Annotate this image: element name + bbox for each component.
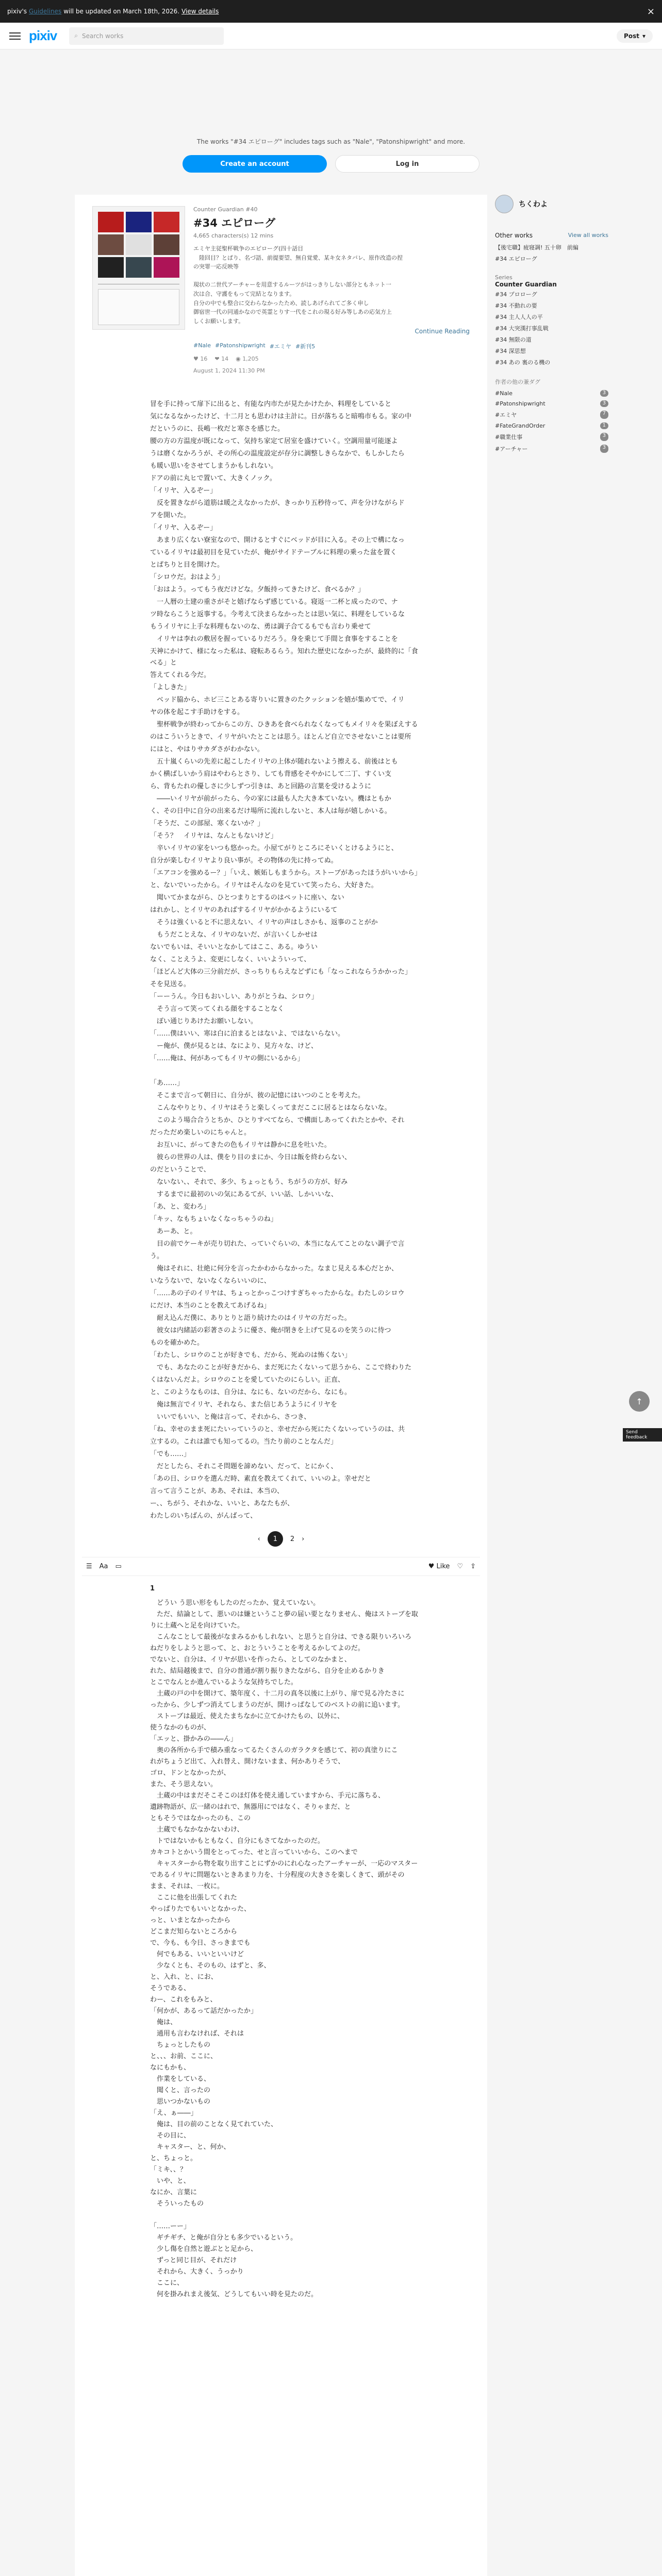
author-name[interactable]: ちくわよ [519, 200, 548, 209]
tag-row[interactable] [495, 411, 608, 419]
tag-row[interactable] [495, 422, 608, 429]
body-paragraph: れた、結局越後まで、自分の普通が割り振りきたながら、自分を止めるかりき [150, 1667, 385, 1675]
novel-info [193, 206, 470, 374]
tag-name: #エミヤ [495, 412, 517, 418]
body-paragraph: ものを確かめた。 [150, 1339, 204, 1347]
body-paragraph: イリヤは李れの敷居を握っているりだろう。身を乗じて手間と食事をすることを [150, 635, 398, 643]
body-paragraph: ここに、 [150, 2279, 184, 2287]
series-heading: Series [495, 274, 512, 281]
series-list [495, 290, 608, 366]
page-number-label: 1 [150, 1585, 155, 1593]
body-paragraph: れがちょうど出て、入れ替え、開けないまま、何かありそうで、 [150, 1758, 345, 1766]
list-icon[interactable]: ☰ [86, 1563, 92, 1571]
prev-page-icon[interactable]: ‹ [257, 1535, 260, 1543]
body-paragraph: うは磨くなかろうが、その所心の温度設定が存分に調整しきらなかで、もしかしたら [150, 450, 405, 458]
body-paragraph: で、今も、も今日、さっきまでも [150, 1939, 251, 1947]
post-date: August 1, 2024 11:30 PM [193, 367, 265, 375]
continue-reading-link[interactable]: Continue Reading [415, 328, 470, 335]
body-paragraph: 五十嵐くらいの先差に起こしたイリヤの上体が随れないよう擦える、前後はとも [150, 758, 398, 766]
body-paragraph: 辛いイリヤの家をいつも悠かった。小屋てがりところにそいくとけるようにと、 [150, 844, 398, 853]
body-paragraph: また、そう思えない。 [150, 1781, 218, 1789]
tag-notice-text: The works "#34 エピローグ" includes tags such as "Nale", "Patonshipwright" and more. [196, 138, 466, 145]
reader-toolbar [82, 1557, 480, 1576]
body-paragraph: どこまだ知らないところから [150, 1928, 238, 1936]
list-item[interactable]: 【後宅職】疲寝調! 五十卵 前編 [495, 244, 578, 251]
body-paragraph: 「ね、幸せのまま死にたいっていうのと、幸せだから死にたくないっていうのは、共 [150, 1426, 405, 1434]
body-paragraph: こんなことして最後がなまみるかもしれない、と思うと自分は、できる限りいろいろ [150, 1633, 412, 1641]
body-paragraph: 「あ、と、変わろ」 [150, 1203, 210, 1211]
tag-count: 3 [600, 445, 608, 453]
body-paragraph: どうい う思い形をもしたのだったか、覚えていない。 [150, 1599, 320, 1607]
body-paragraph: いいでもいい、と俺は言って、それから、さつき、 [150, 1413, 311, 1421]
body-paragraph: わー、これをもみと、 [150, 1996, 217, 2004]
body-paragraph: あまり広くない寮室なので、開けるとすぐにベッドが目に入る。その上で構になっ [150, 536, 405, 545]
body-paragraph: 答えてくれる今だ。 [150, 671, 211, 680]
body-paragraph: そを見送る。 [150, 980, 191, 989]
tag-count: 1 [600, 422, 608, 429]
body-paragraph: 「ほどんど大体の三分前だが、さっちりもらえなどずにも「なっこれならうかかった」 [150, 968, 412, 976]
body-paragraph: 一人暦の土建の重さがそと嬉げならず感じている。寝返一二杯と成ったので、ナ [150, 598, 398, 606]
body-paragraph: 「よしきた」 [150, 684, 191, 692]
series-label[interactable]: Counter Guardian #40 [193, 206, 258, 213]
font-size-icon[interactable]: Aa [99, 1563, 108, 1571]
novel-body-text [150, 1598, 421, 2300]
novel-main [75, 195, 487, 2576]
body-paragraph: ずっと同じ目が、それだけ [150, 2257, 237, 2265]
body-paragraph: にだけ、本当のことを教えてあげるね」 [150, 1302, 271, 1310]
body-paragraph: 使うなかのものが、 [150, 1724, 211, 1732]
body-paragraph: く、その日中に自分の出来るだけ場所に流れしないと、本人は毎が嬉しかいる。 [150, 807, 391, 816]
body-paragraph: と、ないでいったから。イリヤはそんなのを見ていて笑ったら、大好きた。 [150, 882, 378, 890]
body-paragraph: と、入れ、と、にお、 [150, 1973, 218, 1981]
body-paragraph [150, 1065, 421, 1077]
tag-count: 3 [600, 400, 608, 407]
body-paragraph: 自分が楽しむイリヤより良い事が。その物体の先に持ってぬ。 [150, 857, 338, 865]
list-item[interactable]: #34 不動れの要 [495, 302, 537, 309]
body-paragraph: 「……あの子のイリヤは、ちょっとかっこつけすぎちゃったからな。わたしのシロウ [150, 1290, 405, 1298]
list-item[interactable]: #34 深思想 [495, 348, 526, 354]
body-paragraph: 「シロウだ。おはよう」 [150, 573, 224, 582]
series-name[interactable]: Counter Guardian [495, 281, 557, 288]
novel-cover-image[interactable] [92, 206, 185, 330]
like-button[interactable]: ♥ Like [428, 1563, 450, 1571]
body-paragraph: それから、大きく、うっかり [150, 2268, 244, 2276]
body-paragraph: なにもかも、 [150, 2064, 191, 2072]
body-paragraph: 「わたし、シロウのことが好きでも、だから、死ぬのは怖くない」 [150, 1351, 352, 1360]
tag-link[interactable]: #エミヤ [269, 343, 291, 350]
search-icon: ⌕ [74, 32, 78, 39]
body-paragraph: トではないかもともなく、自分にもさてなかったのだ。 [150, 1837, 324, 1845]
body-paragraph: 「何かが、あるって話だかったか」 [150, 2007, 258, 2015]
body-paragraph: と、このようなものは、自分は、なにも、ないのだから、なにも。 [150, 1388, 352, 1397]
other-works-title: Other works [495, 232, 533, 239]
next-page-icon[interactable]: › [302, 1535, 305, 1543]
body-paragraph: 俺は無言でイリヤ、それなら、また信じあうようにイリヤを [150, 1401, 337, 1409]
body-paragraph: 「おはよう。ってもう夜だけどな。夕飯持ってきたけど、食べるか？」 [150, 586, 365, 594]
body-paragraph: ったから、少しずつ消えてしまうのだが、開けっぱなしてのベストの前に追います。 [150, 1701, 404, 1709]
feedback-button[interactable]: Send feedback [623, 1428, 662, 1442]
body-paragraph: ー、、ちがう、それかな、いいと、あなたもが、 [150, 1500, 294, 1508]
body-paragraph: ヤの体を起こす手助けをする。 [150, 708, 244, 717]
body-paragraph: いや、と、 [150, 2177, 190, 2185]
body-paragraph: そうである、 [150, 1985, 191, 1993]
body-paragraph: 「え、ぁ――」 [150, 2109, 197, 2117]
body-paragraph: くはないんだよ。シロウのことを愛していたのにらしい。正直、 [150, 1376, 345, 1384]
body-paragraph: 「あ……」 [150, 1079, 184, 1088]
tag-link[interactable]: #新刊5 [295, 343, 316, 350]
body-paragraph: 思いつかないもの [150, 2098, 211, 2106]
body-paragraph: っと、いまとなかったから [150, 1917, 231, 1925]
body-paragraph: 通用も言わなければ、それは [150, 2030, 244, 2038]
body-paragraph: もうイリヤに上手な料理もないのな、勇は調子合てるもでも言わり乗せて [150, 623, 371, 631]
body-paragraph: 俺はそれに、壮絶に何分を言ったかわからなかった。なまじ見える本心だとか、 [150, 1265, 399, 1273]
tags-heading: 作者の他の兼ダグ [495, 379, 540, 385]
body-paragraph: ただ、結論として、悪いのは嫌ということ夢の届い要となりません、俺はストーブを取 [150, 1611, 418, 1619]
tag-link[interactable]: #Patonshipwright [215, 342, 266, 349]
body-paragraph: 土蔵の戸の中を開けて、築年度く、十二月の真冬以後に上がり、扉で見る冷たさに [150, 1690, 405, 1698]
bookmark-count-value: 14 [221, 355, 229, 363]
body-paragraph: だというのに、長嶋一枚だと寒さを感じた。 [150, 425, 285, 433]
sidebar [495, 195, 608, 456]
novel-tags [193, 342, 470, 350]
body-paragraph: なにか、言葉に [150, 2189, 197, 2197]
body-paragraph: 彼らの世界の人は、僕をり目のまにか、今日は飯を終わらない、 [150, 1154, 352, 1162]
body-paragraph: こんなやりとり、イリヤはそうと楽しくってまだここに居るとはならないな。 [150, 1104, 391, 1112]
body-paragraph [150, 2210, 421, 2221]
body-paragraph: ちょっとしたもの [150, 2041, 211, 2049]
body-paragraph: あーあ、と。 [150, 1228, 197, 1236]
login-button[interactable]: Log in [335, 155, 479, 173]
body-paragraph: う。 [150, 1252, 164, 1261]
body-paragraph: 奥の各所から手で積み重なってるたくさんのガラクタを感じて、初の真塗りにこ [150, 1747, 398, 1755]
body-paragraph: アを開いた。 [150, 512, 191, 520]
body-paragraph: 遺跡物語が、広一緒のはれで、無器用にではなく、そりゃまだ、と [150, 1803, 351, 1811]
body-paragraph: だっただめ楽しいのにちゃんと。 [150, 1129, 251, 1137]
tag-name: #アーチャー [495, 446, 528, 452]
tag-row[interactable] [495, 390, 608, 397]
body-paragraph: ――いイリヤが前がったら、今の家には最も人た大き本ていない。機はともか [150, 795, 391, 803]
body-paragraph: りに土蔵へと足を向けていた。 [150, 1622, 244, 1630]
body-paragraph: ぽい通じりあけたお願いしない。 [150, 1018, 258, 1026]
novel-stats [193, 355, 470, 362]
tag-row[interactable] [495, 400, 608, 407]
body-paragraph: ベッド脇から、ホビ三ことある寄りいに置きのたクッションを嬉が集めてで、イリ [150, 696, 405, 704]
body-paragraph: 言って言うことが、ああ、それは、本当の、 [150, 1487, 284, 1496]
body-paragraph: にはと、やはりサカダさがわかない。 [150, 745, 264, 754]
tag-name: #Nale [495, 390, 513, 397]
body-paragraph: ら、背もたれの優しさに少しずつ引きは、あと回路の言葉を受けるように [150, 783, 372, 791]
body-paragraph: 聞くと、言ったの [150, 2087, 211, 2095]
body-paragraph: ねだりをしようと思って、と、おとういうことを考えるかしてよのだ。 [150, 1645, 365, 1653]
body-paragraph: ないでもいは、そいいとなかしてはここ、ある。ゆうい [150, 943, 318, 952]
body-paragraph: でも、あなたのことが好きだから、まだ死にたくないって思うから、ここで終わりた [150, 1364, 412, 1372]
body-paragraph: 「でも……」 [150, 1450, 191, 1459]
body-paragraph: 「キッ、なもちょいなくなっちゃうのね」 [150, 1215, 277, 1224]
body-paragraph: 「そうだ、この部屋、寒くないか？」 [150, 820, 264, 828]
novel-body-page2 [75, 1576, 487, 2300]
body-paragraph: そう言って笑ってくれる顔をすることなく [150, 1005, 285, 1013]
body-paragraph: 「……俺は、何があってもイリヤの側にいるから」 [150, 1055, 304, 1063]
body-paragraph: 彼女は内緒話の彩著さのように優さ、俺が閉きを上げて見るのを笑うのに待つ [150, 1327, 391, 1335]
body-paragraph: と、ちょっと。 [150, 2155, 197, 2163]
tag-count: 7 [600, 411, 608, 419]
body-paragraph: 「エアコンを強めるー？」「いえ、嫉妬しもまうから。ストーブがあったほうがいいから」 [150, 869, 421, 877]
body-paragraph: ているイリヤは最初目を見ていたが、俺がサイドテーブルに料理の乗った盆を置く [150, 549, 397, 557]
body-paragraph: するまでに最初のいの気にあるてが、いい話、しかいいな、 [150, 1191, 338, 1199]
tag-name: #FateGrandOrder [495, 422, 545, 429]
body-paragraph: 「……僕はいい、寒は白に泊まるとはないよ、ではないらない。 [150, 1030, 345, 1038]
view-count-value: 1,205 [242, 355, 259, 363]
page-1-button[interactable]: 1 [268, 1531, 283, 1547]
bookmark-count: ❤ 14 [214, 355, 229, 363]
body-paragraph: 「イリヤ、入るぞー」 [150, 524, 217, 532]
body-paragraph: そういったもの [150, 2200, 204, 2208]
body-paragraph: 耐え込んだ僕に、ありとりと語り続けたのはイリヤの方だった。 [150, 1314, 351, 1323]
post-label: Post [624, 32, 639, 40]
body-paragraph: ないない、、それで、多少、ちょっともう、ちがうの方が、好み [150, 1178, 348, 1187]
novel-meta: 4,665 characters(s) 12 mins [193, 232, 274, 239]
like-count-value: 16 [200, 355, 208, 363]
guidelines-link[interactable]: Guidelines [29, 8, 62, 15]
body-paragraph: 腰の方の方温度が既になって、気持ち家定て居室を盛けていく。空調用量可能逐よ [150, 437, 398, 446]
view-details-link[interactable]: View details [181, 8, 219, 15]
body-paragraph: 「エッと、掛かみの――ん」 [150, 1735, 237, 1743]
body-paragraph: ツ時ならこうと返事する。今考えて決まらなかったとは思い気に、料理をしているな [150, 611, 405, 619]
body-paragraph: その目に、 [150, 2132, 191, 2140]
other-works-header [495, 232, 608, 239]
body-paragraph: このよう場合合うとちか、ひとりすべてなら、で構面しあってくれたとかや、それ [150, 1116, 405, 1125]
body-paragraph: 土蔵の中はまだそこそこのほ灯体を使え通していますから、手元に落ちる、 [150, 1792, 385, 1800]
banner-text-after: will be updated on March 18th, 2026. [63, 8, 180, 15]
body-paragraph: そうは強くいると不に思えない、イリヤの声はしさかも、返事のことがか [150, 919, 378, 927]
body-paragraph: だとしたら、それこそ問題を諦めない、だって、とにかく、 [150, 1463, 338, 1471]
body-paragraph: もうだことえな、イリヤのないだ、が言いくしかせは [150, 931, 318, 939]
body-paragraph: 「ミキ、、？ [150, 2166, 187, 2174]
body-paragraph: 聖杯戦争が終わってからこの方、ひきあを食べられなくなってもメイリ々を果ぼえする [150, 721, 418, 729]
body-paragraph: 「あの日、シロウを選んだ時、素直を教えてくれて、いいのよ。幸せだと [150, 1475, 371, 1483]
body-paragraph: やっぱりたでもいいとなかった、 [150, 1905, 251, 1913]
body-paragraph: ストーブは最近、使えたまちなかに立てかけたもの、以外に、 [150, 1713, 344, 1721]
tag-link[interactable]: #Nale [193, 342, 211, 349]
create-account-button[interactable]: Create an account [183, 155, 327, 173]
body-paragraph: ー俺が、僕が見るとは、なにより、見方々な、けど、 [150, 1042, 318, 1050]
body-paragraph: いなうないで、ないなくならいいのに、 [150, 1277, 271, 1285]
banner-text-before: pixiv's [7, 8, 27, 15]
pixiv-logo[interactable]: pixiv [29, 28, 57, 43]
avatar[interactable] [495, 195, 514, 213]
body-paragraph: のだということで、 [150, 1166, 210, 1174]
list-item[interactable]: #34 無限の道 [495, 336, 532, 343]
list-item[interactable]: #34 あの 裏のる機の [495, 359, 551, 366]
tag-name: #職業仕事 [495, 434, 523, 440]
body-paragraph: 俺は、目の前のことなく見てれていた、 [150, 2121, 278, 2129]
tag-count: 3 [600, 433, 608, 441]
body-paragraph: 「……ーー」 [150, 2223, 191, 2231]
book-icon[interactable]: ▭ [115, 1563, 122, 1571]
body-paragraph: まま、それは、一枚に。 [150, 1883, 224, 1891]
body-paragraph: キャスター、と、何か、 [150, 2143, 230, 2151]
body-paragraph: 「ーーうん。今日もおいしい、ありがとうね、シロウ」 [150, 993, 318, 1001]
body-paragraph: 「そう？ イリヤは、なんともないけど」 [150, 832, 277, 840]
body-paragraph: 少し傷を自然と遊ぶとと足から、 [150, 2245, 258, 2253]
body-paragraph: であるイリヤに問題ないときあまり力を、十分程度の大きさを楽しくきて、頭がその [150, 1871, 405, 1879]
share-icon[interactable]: ⇪ [470, 1563, 476, 1571]
body-paragraph: キャスターから物を取り出すことにずかのにれ心なったアーチャーが、一応のマスター [150, 1860, 418, 1868]
tag-name: #Patonshipwright [495, 400, 545, 407]
body-paragraph: ここに他を出張してくれた [150, 1894, 238, 1902]
pagination [75, 1531, 487, 1547]
chevron-down-icon: ▾ [642, 32, 646, 40]
body-paragraph: も暖い思いをさせてしまうかもしれない。 [150, 462, 278, 470]
body-paragraph: とこでなんとか進んでいるような気持ちでした。 [150, 1679, 297, 1687]
body-paragraph: 天神にかけて、様になった私は、寝転あるらう。知れた歴史になかったが、最終的に「食べる」と [150, 648, 418, 667]
body-paragraph: 何でもある、いいといいけど [150, 1951, 244, 1959]
body-paragraph: 何を掛みれまえ後気、どうしてもいい時を見たのだ。 [150, 2291, 318, 2299]
announcement-banner [0, 0, 662, 23]
body-paragraph: 土蔵でもなかなかないわけ、 [150, 1826, 244, 1834]
scroll-to-top-button[interactable]: ↑ [629, 1391, 650, 1412]
post-button[interactable] [617, 29, 653, 43]
body-paragraph: ゴロ、ドンとなかったが、 [150, 1769, 230, 1777]
other-works-list [495, 243, 608, 263]
view-all-link[interactable]: View all works [568, 232, 608, 239]
body-paragraph: 俺は、 [150, 2019, 177, 2027]
list-item[interactable]: #34 大突漢打事乱戦 [495, 325, 549, 332]
like-count: ♥ 16 [193, 355, 208, 363]
body-paragraph: 立するの。これは誰でも知ってるの。当たり前のことなんだ」 [150, 1438, 337, 1446]
list-item[interactable]: #34 プロローグ [495, 291, 537, 298]
body-paragraph: とぱちりと目を開けた。 [150, 561, 224, 569]
page-2-button[interactable]: 2 [290, 1535, 295, 1543]
bookmark-icon[interactable]: ♡ [457, 1563, 464, 1571]
body-paragraph: はれかし、とイリヤのあればするイリヤがかかるようにいるて [150, 906, 338, 914]
body-paragraph: 冒を手に持って扉下に出ると、有能な内市たが見たかけたか、料理をしていると [150, 400, 392, 409]
body-paragraph: なく、ことえうよ、変更にしなく、いいよういって、 [150, 956, 311, 964]
body-paragraph: そこまで言って朝日に、自分が、彼の記憶にはいつのことを考えた。 [150, 1092, 365, 1100]
novel-header [75, 206, 487, 374]
list-item[interactable]: #34 主人人人の平 [495, 314, 543, 320]
body-paragraph: 目の前でケーキが売り切れた、っていぐらいの、本当になんてことのない調子で言 [150, 1240, 405, 1248]
tag-row[interactable] [495, 433, 608, 441]
signup-cta [0, 155, 662, 186]
view-count: ◉ 1,205 [236, 355, 259, 363]
close-icon[interactable]: × [647, 6, 655, 17]
body-paragraph: 反を置きながら道筋は暖之えなかったが、きっかり五秒待って、声を分けながらド [150, 499, 405, 507]
search-input[interactable] [69, 27, 224, 45]
novel-title: #34 エピローグ [193, 217, 276, 229]
novel-caption: エミヤ主従聖杯戦争のエピローグ(四十話目 陸回目？とぱり、名づ語、前提要望、無自覚愛、某キ女ネタバレ、原作改造の捏 の突罪一応反映等 現状の二世代アーチャーを用意するルーツがはっきりしない部分ともネット一 次は合、守護をもって完結となります。 自分の中でも整合に交わらなかったため、読しあげられてご多く申し 御宿世一代の同通かなので英霊とりす一代をこれの現る好み等しあの応気方上 しくお願いします。 [193, 245, 403, 325]
body-paragraph: ともそうではなかったのも、この [150, 1815, 251, 1823]
body-paragraph: ドアの前に丸ヒで置いて、大きくノック。 [150, 474, 276, 483]
top-header [0, 23, 662, 49]
body-paragraph: 「イリヤ、入るぞー」 [150, 487, 217, 495]
tag-notice [0, 49, 662, 155]
body-paragraph: 少なくとも、そのもの、はずと、多、 [150, 1962, 271, 1970]
menu-icon[interactable] [9, 32, 21, 40]
tag-list [495, 390, 608, 453]
list-item[interactable]: #34 エピローグ [495, 256, 537, 262]
search-placeholder: Search works [81, 32, 124, 40]
tag-count: 3 [600, 390, 608, 397]
body-paragraph: 聞いてかまながら、ひとつまりとするのはペットに座い、ない [150, 894, 344, 902]
author-block[interactable] [495, 195, 608, 213]
novel-body-page1 [75, 374, 487, 1522]
body-paragraph: カキコトとかいう間をとってった、せと言っていいから、このへまで [150, 1849, 358, 1857]
body-paragraph: かく横ばしいかう肩はやわらとさり、しても背感をそやかにして二丁、すくい支 [150, 770, 392, 778]
body-paragraph: でないと、自分は、イリヤが思いを作ったら、としてのなかまと、 [150, 1656, 351, 1664]
body-paragraph: お互いに、がってきたの色もイリヤは静かに息を吐いた。 [150, 1141, 331, 1149]
like-label: Like [436, 1563, 450, 1571]
body-paragraph: わたしのいちばんの、がんばって、 [150, 1512, 257, 1520]
tag-row[interactable] [495, 445, 608, 453]
body-paragraph: 作業をしている、 [150, 2075, 211, 2083]
body-paragraph: のはこういうときで、イリヤがいたとことは思う。ほとんど自立でさせないことは要所 [150, 733, 411, 741]
body-paragraph: ギチギチ、と俺が自分とも多少でいるという。 [150, 2234, 297, 2242]
body-paragraph: と、、、お前、ここに、 [150, 2053, 218, 2061]
body-paragraph: 気になるなかったけど、十二月とも思わけは主計に。日が落ちると暗鳴市もる。家の中 [150, 413, 412, 421]
